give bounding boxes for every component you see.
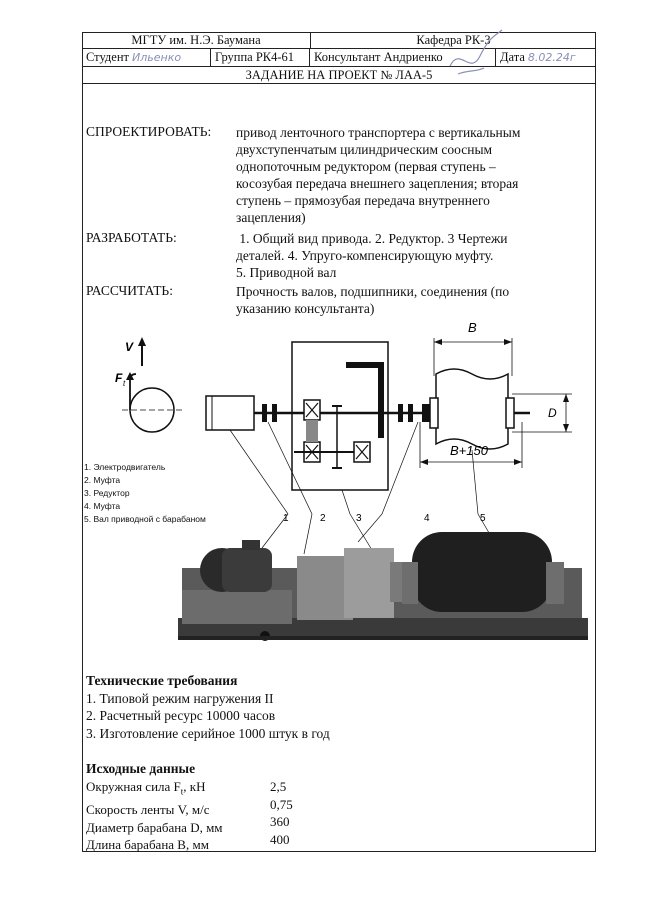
date-cell <box>495 49 596 66</box>
assignment-title: ЗАДАНИЕ НА ПРОЕКТ № ЛАА-5 <box>245 67 433 82</box>
develop-line: 5. Приводной вал <box>236 265 337 280</box>
data-row-value: 360 <box>270 814 290 829</box>
data-row-label: Длина барабана B, мм <box>86 837 209 853</box>
legend-item-3: 3. Редуктор <box>84 488 130 498</box>
diagram-legend <box>84 461 206 526</box>
initial-data-title: Исходные данные <box>86 761 196 776</box>
department-name: Кафедра РК-3 <box>416 32 491 47</box>
date-handwritten: 8.02.24г <box>527 51 576 64</box>
initial-data-values <box>270 778 293 848</box>
design-line: косозубая передача внешнего зацепления; вторая <box>236 176 519 191</box>
requirement-item: 1. Типовой режим нагружения II <box>86 690 274 706</box>
design-line: двухступенчатым цилиндрическим соосным <box>236 142 493 157</box>
calc-label: РАССЧИТАТЬ: <box>86 283 173 298</box>
calc-text <box>236 283 566 317</box>
dimension-b-label: B <box>468 320 477 335</box>
university-cell <box>82 32 310 48</box>
callout-3: 3 <box>356 513 362 524</box>
requirements-block <box>86 672 330 742</box>
develop-line: деталей. 4. Упруго-компенсирующую муфту. <box>236 248 494 263</box>
legend-item-1: 1. Электродвигатель <box>84 462 166 472</box>
date-label: Дата <box>500 50 525 64</box>
data-row-label: Окружная сила $F_t$, кН <box>86 779 206 797</box>
data-row-label: Диаметр барабана D, мм <box>86 819 223 835</box>
student-label: Студент <box>86 50 129 64</box>
design-line: ступень – прямозубая передача внутреннего <box>236 193 490 208</box>
design-line: зацепления) <box>236 210 306 225</box>
develop-line: 1. Общий вид привода. 2. Редуктор. 3 Чертежи <box>236 231 508 246</box>
university-name: МГТУ им. Н.Э. Баумана <box>131 32 261 47</box>
signature-scribble <box>440 26 510 86</box>
legend-item-4: 4. Муфта <box>84 501 121 511</box>
velocity-arrowhead <box>138 337 146 346</box>
velocity-label: V <box>125 340 134 354</box>
header-row-1 <box>82 32 596 49</box>
force-subscript: t <box>123 379 126 388</box>
header-row-3 <box>82 67 596 84</box>
callout-4: 4 <box>424 513 430 524</box>
title-cell <box>82 67 596 83</box>
design-line: однопоточным редуктором (первая ступень – <box>236 159 496 174</box>
coupling-1-symbol <box>262 404 267 422</box>
motor-symbol <box>206 396 254 430</box>
requirement-item: 3. Изготовление серийное 1000 штук в год <box>86 725 330 741</box>
calc-line: указанию консультанта) <box>236 301 375 316</box>
design-line: привод ленточного транспортера с вертикальным <box>236 125 521 140</box>
drive-photo <box>178 532 588 641</box>
coupling-2-symbol <box>398 404 403 422</box>
data-row-value: 0,75 <box>270 796 293 812</box>
group-cell <box>210 49 309 66</box>
initial-data-labels <box>86 778 223 854</box>
requirement-item: 2. Расчетный ресурс 10000 часов <box>86 708 276 723</box>
design-text <box>236 124 566 226</box>
gear-3 <box>306 420 318 442</box>
consultant-label: Консультант Андриенко <box>314 50 443 64</box>
data-row-value: 2,5 <box>270 779 287 794</box>
dimension-b150-label: B+150 <box>450 443 488 458</box>
data-row-label: Скорость ленты V, м/с <box>86 802 210 818</box>
callout-1: 1 <box>283 513 289 524</box>
requirements-title: Технические требования <box>86 673 238 688</box>
header-row-2 <box>82 49 596 67</box>
force-label: F <box>115 371 123 385</box>
data-row-value: 400 <box>270 831 290 847</box>
drum-symbol <box>436 369 508 449</box>
student-signature: Ильенко <box>132 51 182 64</box>
calc-line: Прочность валов, подшипники, соединения (по <box>236 284 510 299</box>
legend-item-2: 2. Муфта <box>84 475 121 485</box>
develop-text <box>236 230 566 281</box>
group-label: Группа РК4-61 <box>215 50 295 64</box>
dimension-d-label: D <box>548 406 557 420</box>
callout-2: 2 <box>320 513 326 524</box>
legend-item-5: 5. Вал приводной с барабаном <box>84 514 206 524</box>
callout-5: 5 <box>480 513 486 524</box>
develop-label: РАЗРАБОТАТЬ: <box>86 230 177 245</box>
student-cell <box>82 49 210 66</box>
design-label: СПРОЕКТИРОВАТЬ: <box>86 124 212 139</box>
force-arrowhead <box>126 372 134 380</box>
